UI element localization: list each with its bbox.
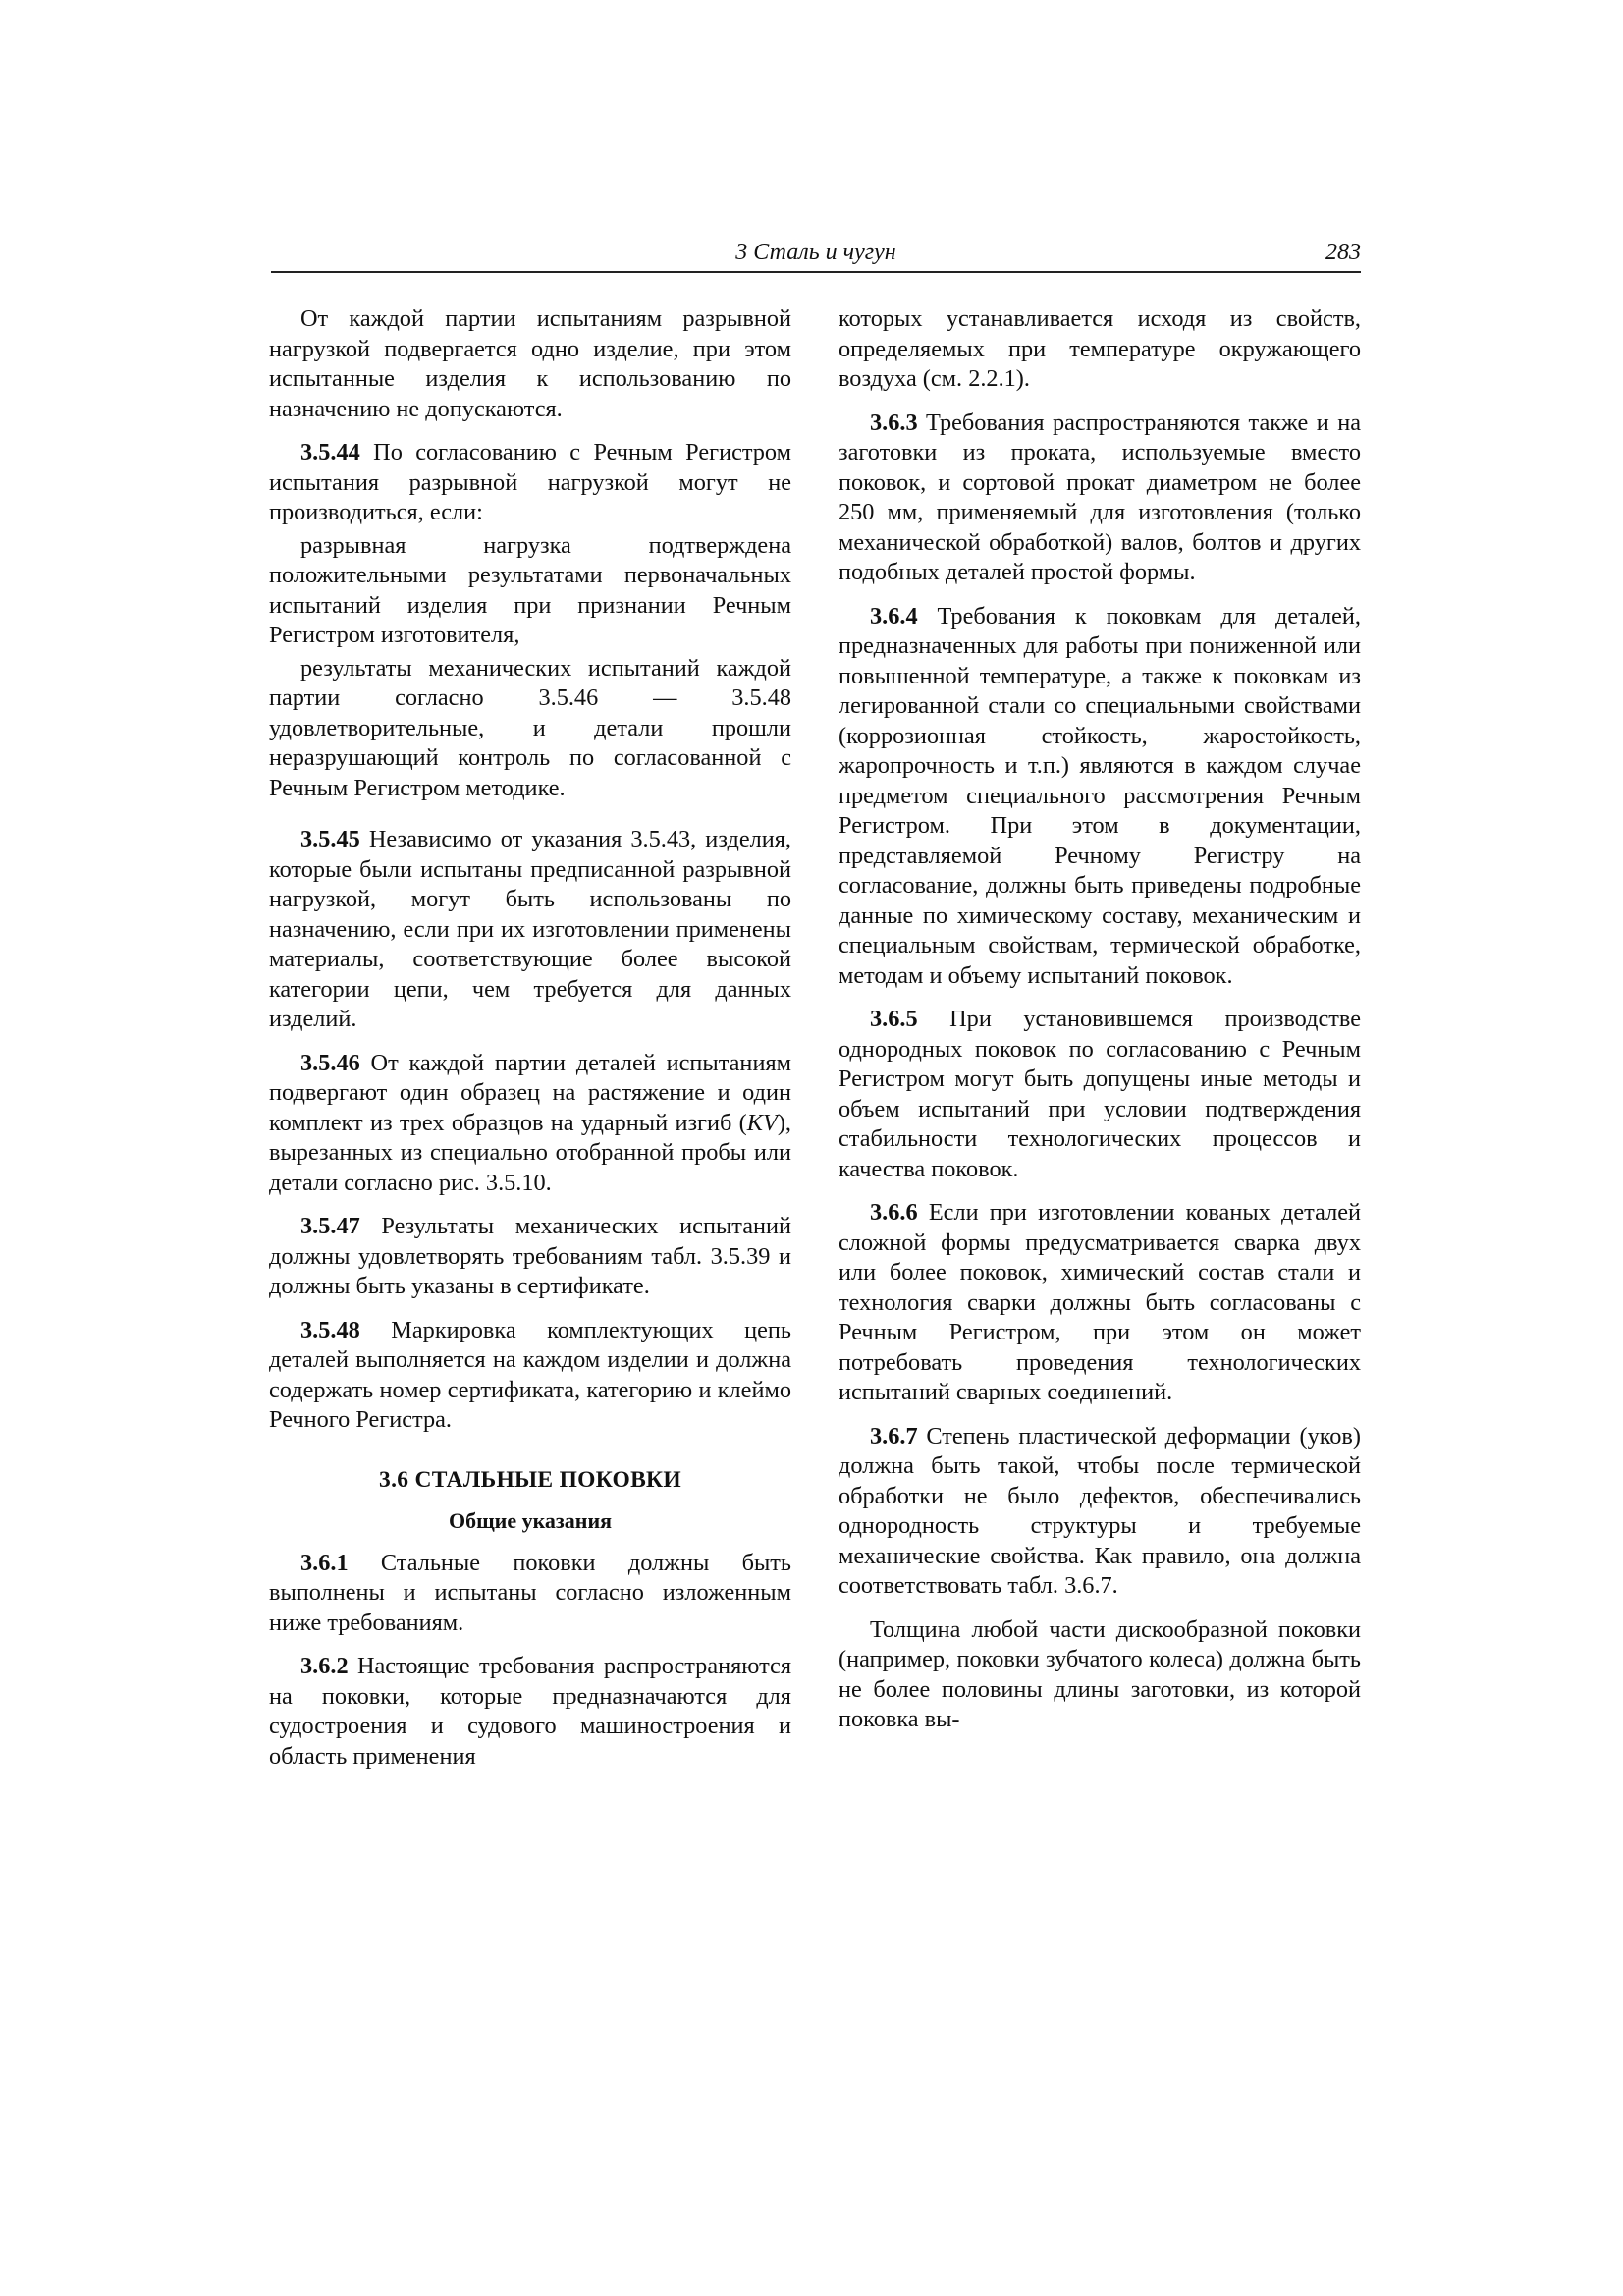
right-column: [839, 304, 1361, 1749]
clause-number: 3.5.47: [300, 1213, 360, 1239]
clause-number: 3.6.1: [300, 1549, 349, 1576]
clause-3-5-44: 3.5.44 По согласованию с Речным Регистром испытания разрывной нагрузкой могут не производиться, если:: [269, 439, 791, 525]
clause-3-6-5: 3.6.5 При установившемся производстве однородных поковок по согласованию с Речным Регистром могут быть допущены иные методы и объем испытаний при условии подтверждения стабильности технологических процессов и качества поковок.: [839, 1006, 1362, 1182]
clause-3-6-1: 3.6.1 Стальные поковки должны быть выполнены и испытаны согласно изложенным ниже требованиям.: [269, 1549, 791, 1636]
clause-number: 3.6.7: [870, 1422, 918, 1449]
clause-3-5-47: 3.5.47 Результаты механических испытаний должны удовлетворять требованиям табл. 3.5.39 и должны быть указаны в сертификате.: [269, 1213, 792, 1299]
page-header: [271, 240, 1361, 273]
clause-3-5-44-item-1: разрывная нагрузка подтверждена положительными результатами первоначальных испытаний изделия при признании Речным Регистром изготовителя,: [269, 531, 791, 648]
paragraph-last: Толщина любой части дискообразной поковки (например, поковки зубчатого колеса) должна быть не более половины длины заготовки, из которой поковка вы-: [839, 1615, 1361, 1732]
clause-3-6-7: 3.6.7 Степень пластической деформации (уков) должна быть такой, чтобы после термической обработки не было дефектов, обеспечивались однородность структуры и требуемые механические свойства. Как правило, она должна соответствовать табл. 3.6.7.: [839, 1422, 1361, 1599]
clause-3-5-44-item-2: результаты механических испытаний каждой партии согласно 3.5.46 — 3.5.48 удовлетворительные, и детали прошли неразрушающий контроль по согласованной с Речным Регистром методике.: [269, 654, 791, 801]
clause-number: 3.6.4: [870, 602, 918, 629]
clause-number: 3.6.6: [870, 1199, 918, 1226]
clause-number: 3.6.3: [870, 409, 918, 436]
page-number: 283: [1325, 240, 1361, 265]
clause-3-6-3: 3.6.3 Требования распространяются также и на заготовки из проката, используемые вместо поковок, и сортовой прокат диаметром не более 250 мм, применяемый для изготовления (только механической обработкой) валов, болтов и других подобных деталей простой формы.: [839, 409, 1361, 585]
clause-number: 3.5.45: [300, 826, 360, 852]
clause-number: 3.6.2: [300, 1653, 349, 1679]
clause-3-6-6: 3.6.6 Если при изготовлении кованых деталей сложной формы предусматривается сварка двух или более поковок, химический состав стали и технология сварки должны быть согласованы с Речным Регистром, при этом он может потребовать проведения технологических испытаний сварных соединений.: [839, 1199, 1361, 1405]
clause-number: 3.5.46: [300, 1049, 360, 1076]
clause-3-6-2-continued: которых устанавливается исходя из свойств, определяемых при температуре окружающего воздуха (см. 2.2.1).: [839, 305, 1361, 392]
subsection-title: Общие указания: [448, 1508, 613, 1533]
paragraph-intro: От каждой партии испытаниям разрывной нагрузкой подвергается одно изделие, при этом испытанные изделия к использованию по назначению не допускаются.: [269, 305, 791, 422]
clause-number: 3.5.44: [300, 439, 360, 465]
clause-3-5-48: 3.5.48 Маркировка комплектующих цепь деталей выполняется на каждом изделии и должна содержать номер сертификата, категорию и клеймо Речного Регистра.: [269, 1316, 792, 1433]
left-column: [269, 304, 791, 1785]
clause-number: 3.6.5: [870, 1006, 918, 1032]
clause-number: 3.5.48: [300, 1316, 360, 1343]
clause-3-6-2: 3.6.2 Настоящие требования распространяются на поковки, которые предназначаются для судостроения и судового машиностроения и область применения: [269, 1653, 791, 1770]
section-title: 3.6 СТАЛЬНЫЕ ПОКОВКИ: [379, 1466, 681, 1493]
clause-3-5-45: 3.5.45 Независимо от указания 3.5.43, изделия, которые были испытаны предписанной разрывной нагрузкой, могут быть использованы по назначению, если при их изготовлении применены материалы, соответствующие более высокой категории цепи, чем требуется для данных изделий.: [269, 826, 791, 1032]
running-title: 3 Сталь и чугун: [735, 240, 896, 265]
clause-3-5-46: 3.5.46 От каждой партии деталей испытаниям подвергают один образец на растяжение и один комплект из трех образцов на ударный изгиб (KV), вырезанных из специально отобранной пробы или детали согласно рис. 3.5.10.: [269, 1049, 791, 1196]
clause-3-6-4: 3.6.4 Требования к поковкам для деталей, предназначенных для работы при пониженной или повышенной температуре, а также к поковкам из легированной стали со специальными свойствами (коррозионная стойкость, жаростойкость, жаропрочность и т.п.) являются в каждом случае предметом специального рассмотрения Речным Регистром. При этом в документации, представляемой Речному Регистру на согласование, должны быть приведены подробные данные по химическому составу, механическим и специальным свойствам, термической обработке, методам и объему испытаний поковок.: [839, 602, 1361, 989]
